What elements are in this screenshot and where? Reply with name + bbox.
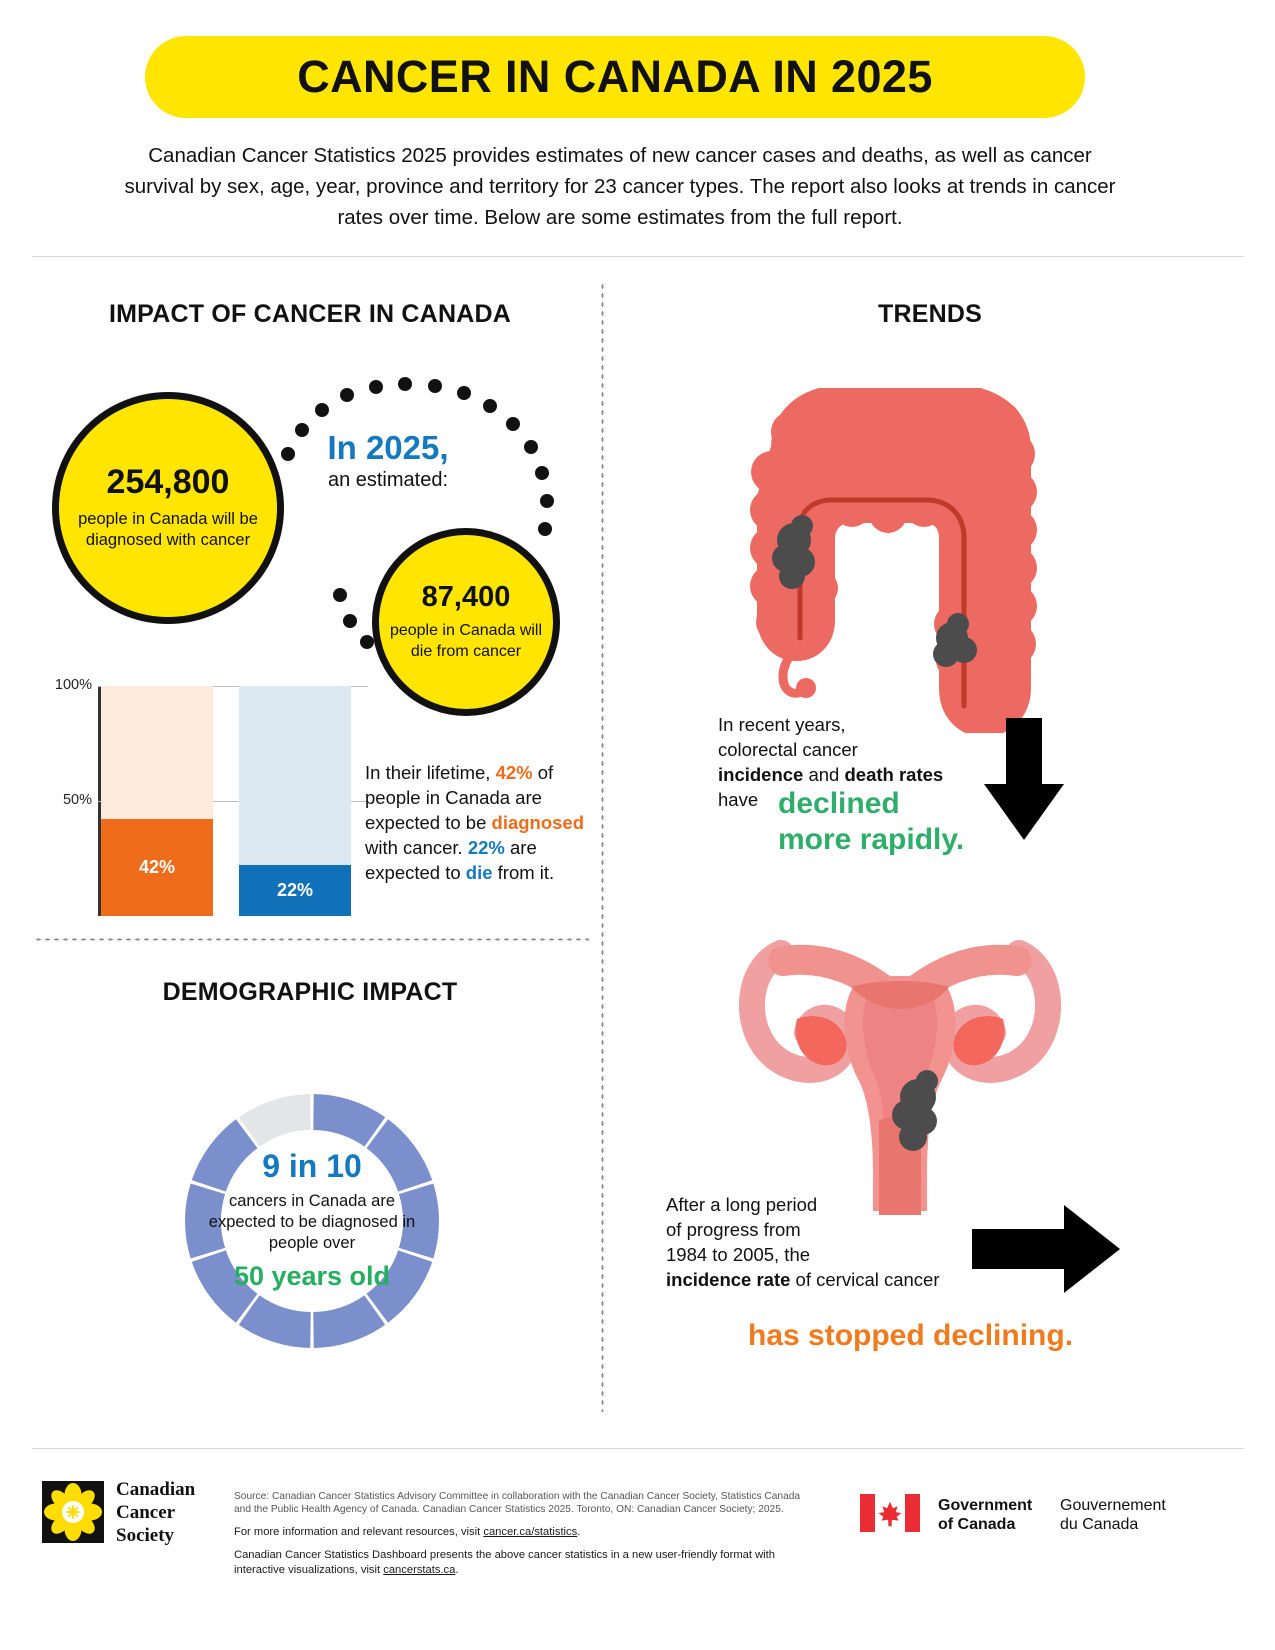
- bubble-deaths: [372, 528, 560, 716]
- demographic-section-title: DEMOGRAPHIC IMPACT: [162, 978, 458, 1006]
- arrow-right-icon: [972, 1205, 1120, 1293]
- donut-headline: 9 in 10: [262, 1148, 362, 1184]
- more-info-pre: For more information and relevant resources, visit: [234, 1526, 484, 1538]
- note-pct-die: 22%: [467, 837, 505, 858]
- government-of-canada-en: [938, 1496, 1032, 1534]
- cervical-emphasis: has stopped declining.: [748, 1319, 1074, 1352]
- more-info-link[interactable]: cancer.ca/statistics: [483, 1526, 578, 1538]
- ccs-wordmark-line-3: Society: [116, 1525, 175, 1546]
- dashboard-post: .: [455, 1564, 459, 1576]
- note-pct-diagnosed: 42%: [495, 762, 533, 783]
- colorectal-emphasis-line-2: more rapidly.: [778, 823, 965, 856]
- gov-en-line-2: of Canada: [938, 1516, 1016, 1533]
- colorectal-emphasis-line-1: declined: [778, 787, 900, 820]
- colon-illustration: [740, 388, 1060, 733]
- intro-paragraph: Canadian Cancer Statistics 2025 provides estimates of new cancer cases and deaths, as well as cancer survival by sex, age, year, province and territory for 23 cancer types. The report also looks at trends in cancer rates over time. Below are some estimates from the full report.: [124, 144, 1116, 229]
- note-word-diagnosed: diagnosed: [491, 812, 585, 833]
- donut-description: cancers in Canada are expected to be diagnosed in people over: [208, 1192, 416, 1252]
- arrow-down-icon: [984, 718, 1064, 840]
- more-info-line: [234, 1525, 804, 1540]
- bar-fill-death: [239, 865, 351, 916]
- ccs-wordmark: [116, 1478, 195, 1547]
- dashboard-pre: Canadian Cancer Statistics Dashboard presents the above cancer statistics in a new user-friendly format with interactive visualizations, visit: [234, 1549, 775, 1576]
- bar-column-death: [239, 686, 351, 916]
- vertical-dotted-divider: [601, 282, 604, 1412]
- gov-fr-line-2: du Canada: [1060, 1516, 1139, 1533]
- ccs-wordmark-line-1: Canadian: [116, 1479, 196, 1500]
- dashboard-link[interactable]: cancerstats.ca: [383, 1564, 456, 1576]
- colorectal-line-1: In recent years,: [718, 714, 846, 735]
- gov-fr-line-1: Gouvernement: [1060, 1497, 1166, 1514]
- bubble-diagnosed: [52, 392, 284, 624]
- colorectal-line-2: colorectal cancer: [718, 739, 858, 760]
- cervical-trend-text: [666, 1192, 956, 1292]
- colorectal-mid: and: [803, 764, 845, 785]
- canadian-cancer-society-logo: [42, 1481, 104, 1543]
- bar-label-diagnosed: 42%: [138, 857, 176, 878]
- note-word-die: die: [465, 862, 493, 883]
- bubble-diagnosed-text: people in Canada will be diagnosed with cancer: [78, 510, 258, 549]
- bubble-deaths-text: people in Canada will die from cancer: [389, 621, 543, 660]
- bubble-deaths-number: 87,400: [421, 580, 511, 613]
- cervical-line-1: After a long period: [666, 1194, 818, 1215]
- bubble-diagnosed-number: 254,800: [106, 463, 230, 501]
- uterus-illustration: [735, 925, 1065, 1220]
- bar-column-diagnosed: [101, 686, 213, 916]
- demographic-donut-chart: [183, 1040, 441, 1410]
- dashboard-line: [234, 1548, 804, 1578]
- colorectal-bold-incidence: incidence: [718, 764, 804, 785]
- footer-source-block: [234, 1490, 804, 1578]
- more-info-post: .: [577, 1526, 581, 1538]
- lifetime-probability-bar-chart: [40, 677, 370, 920]
- source-citation: Source: Canadian Cancer Statistics Advisory Committee in collaboration with the Canadian Cancer Society, Statistics Canada and the Public Health Agency of Canada. Canadian Cancer Statistics 2025. Toronto, ON: Canadian Cancer Society; 2025.: [234, 1491, 801, 1515]
- page-title: CANCER IN CANADA IN 2025: [297, 51, 933, 102]
- colorectal-bold-deathrates: death rates: [844, 764, 944, 785]
- ccs-wordmark-line-2: Cancer: [116, 1502, 176, 1523]
- note-part-2: of people in Canada are expected to be: [365, 762, 554, 833]
- horizontal-dotted-divider: [34, 938, 589, 941]
- note-part-5: from it.: [492, 862, 555, 883]
- title-banner: [145, 36, 1085, 118]
- colorectal-line-3: have: [718, 789, 759, 810]
- donut-age-emphasis: 50 years old: [233, 1261, 391, 1291]
- cervical-bold-incidence-rate: incidence rate: [666, 1269, 791, 1290]
- bar-label-death: 22%: [276, 880, 314, 901]
- impact-section-title: IMPACT OF CANCER IN CANADA: [109, 300, 511, 328]
- year-callout-sub: an estimated:: [327, 469, 449, 492]
- donut-center-text: [205, 1150, 420, 1292]
- note-part-1: In their lifetime,: [365, 762, 496, 783]
- y-axis-tick-100: 100%: [54, 677, 92, 693]
- cervical-line-4: of cervical cancer: [790, 1269, 940, 1290]
- bar-fill-diagnosed: [101, 819, 213, 916]
- note-part-3: with cancer.: [365, 837, 468, 858]
- canada-flag-icon: [860, 1494, 920, 1532]
- year-callout-headline: In 2025,: [327, 429, 449, 466]
- year-callout: [288, 430, 488, 492]
- gov-en-line-1: Government: [938, 1497, 1033, 1514]
- header-divider: [32, 256, 1244, 257]
- trends-section-title: TRENDS: [878, 300, 982, 328]
- cervical-line-3: 1984 to 2005, the: [666, 1244, 811, 1265]
- note-part-4: are expected to: [365, 837, 537, 883]
- bar-group: [101, 686, 361, 916]
- y-axis-tick-50: 50%: [62, 792, 92, 808]
- cervical-line-2: of progress from: [666, 1219, 801, 1240]
- footer-divider: [32, 1448, 1244, 1449]
- lifetime-probability-note: [365, 760, 590, 885]
- government-of-canada-fr: [1060, 1496, 1166, 1534]
